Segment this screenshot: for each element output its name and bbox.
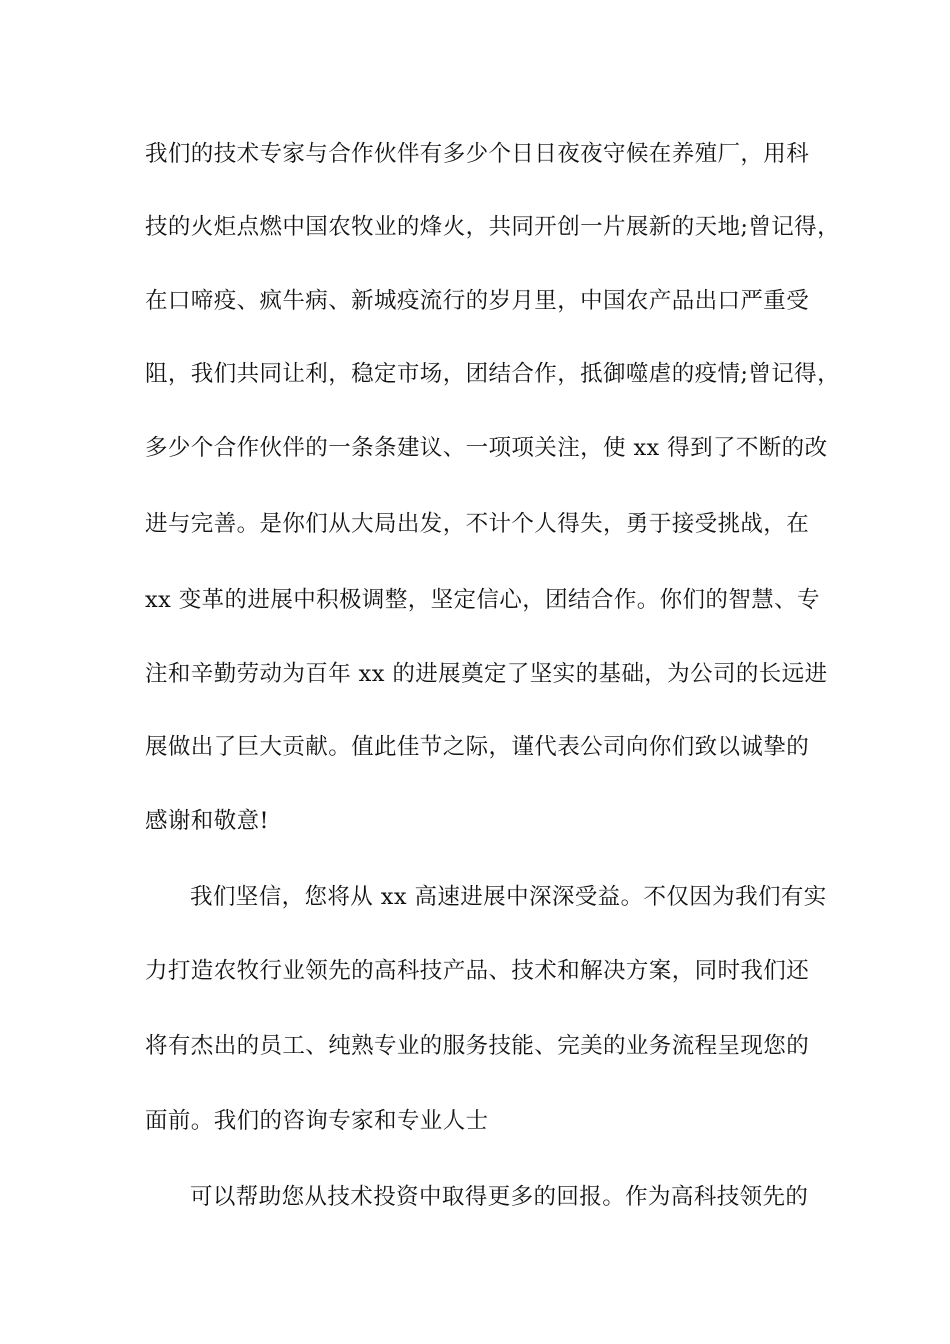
paragraph-line: 感谢和敬意! [145,808,269,834]
paragraph-line: 我们的技术专家与合作伙伴有多少个日日夜夜守候在养殖厂，用科 [145,141,810,167]
paragraph-line: 进与完善。是你们从大局出发，不计个人得失，勇于接受挑战，在 [145,511,810,537]
paragraph-line: 在口啼疫、疯牛病、新城疫流行的岁月里，中国农产品出口严重受 [145,288,810,314]
paragraph-line: xx 变革的进展中积极调整，坚定信心，团结合作。你们的智慧、专 [145,587,820,613]
paragraph-line: 技的火炬点燃中国农牧业的烽火，共同开创一片展新的天地;曾记得， [145,214,840,240]
paragraph-line: 将有杰出的员工、纯熟专业的服务技能、完美的业务流程呈现您的 [145,1033,810,1059]
paragraph-line: 力打造农牧行业领先的高科技产品、技术和解决方案，同时我们还 [145,958,810,984]
paragraph-line: 可以帮助您从技术投资中取得更多的回报。作为高科技领先的 [190,1184,809,1210]
paragraph-line: 阻，我们共同让利，稳定市场，团结合作，抵御噬虐的疫情;曾记得， [145,361,840,387]
paragraph-line: 注和辛勤劳动为百年 xx 的进展奠定了坚实的基础，为公司的长远进 [145,661,828,687]
paragraph-line: 多少个合作伙伴的一条条建议、一项项关注，使 xx 得到了不断的改 [145,435,828,461]
paragraph-line: 面前。我们的咨询专家和专业人士 [145,1108,489,1134]
paragraph-line: 我们坚信，您将从 xx 高速进展中深深受益。不仅因为我们有实 [190,884,827,910]
paragraph-line: 展做出了巨大贡献。值此佳节之际，谨代表公司向你们致以诚挚的 [145,734,810,760]
